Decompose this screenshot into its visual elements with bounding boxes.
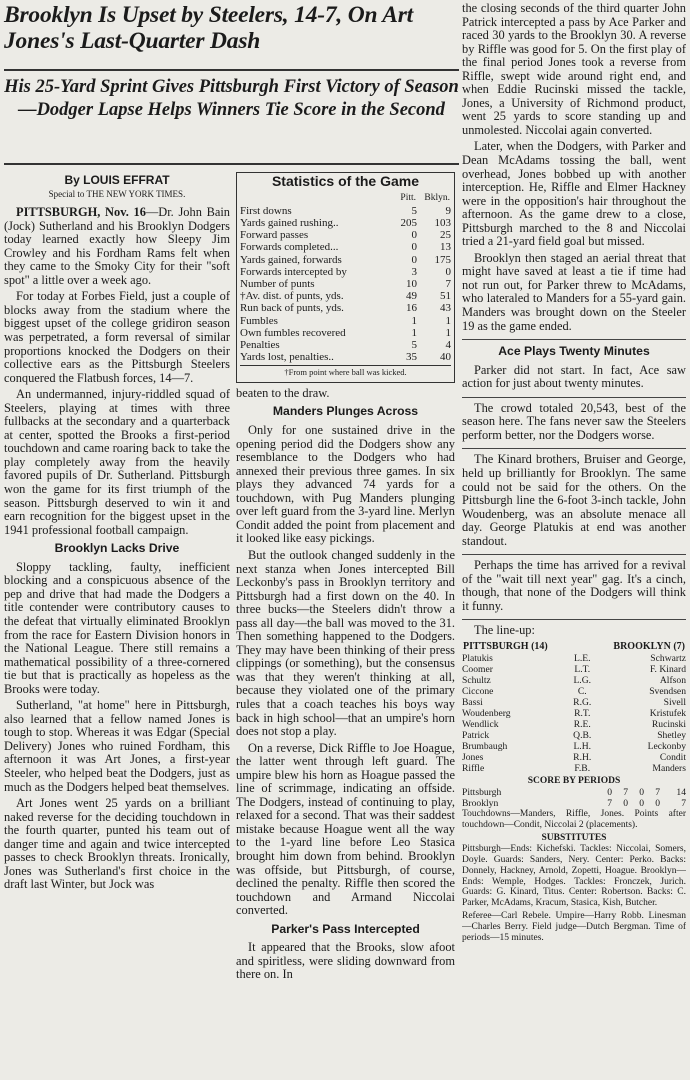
lineup-position: C. [577, 685, 587, 697]
lineup-position: F.B. [574, 762, 591, 774]
lineup-team-pittsburgh: PITTSBURGH (14) [463, 640, 548, 652]
paragraph: Perhaps the time has arrived for a revival of the "wait till next year" gag. It's a cinch, though, that none of the Dodgers will think it funny. [462, 558, 686, 613]
stats-bklyn-value: 1 [445, 326, 451, 339]
lineup-brooklyn-player: Schwartz [650, 652, 686, 664]
paragraph: Sutherland, "at home" here in Pittsburgh, also learned that a fellow named Jones is tough to stop. Whereas it was Edgar (Special Delivery) Jones who ruined Fordham, this afternoon it was Art Jones, a first-year Steeler, who helped beat the Dodgers, just as much as the Dodgers helped beat themselves. [4, 698, 230, 794]
stats-pitt-value: 0 [411, 241, 417, 254]
lineup-brooklyn-player: F. Kinard [649, 663, 686, 675]
score-title: SCORE BY PERIODS [527, 775, 621, 786]
lineup-brooklyn-player: Shetley [657, 729, 686, 741]
stats-pitt-value: 10 [406, 277, 417, 290]
separator [462, 397, 686, 398]
stats-pitt-value: 205 [400, 216, 417, 229]
stats-bklyn-value: 1 [445, 314, 451, 327]
paragraph: the closing seconds of the third quarter John Patrick intercepted a pass by Ace Parker and raced 30 yards to the Brooklyn 30. A reverse by Riffle was good for 5. On the first play of the final period Jones took a reverse from Riffle, swept wide around right end, and when Eddie Rucinski missed the tackle, Jones, a University of Richmond product, went 25 yards to score standing up and unmolested. Niccolai again converted. [462, 2, 686, 137]
stats-box [236, 172, 455, 383]
lineup-position: R.H. [573, 751, 592, 763]
column-1 [4, 172, 230, 1078]
stats-row [240, 205, 451, 217]
stats-row [240, 229, 451, 241]
lineup-position: L.H. [573, 740, 592, 752]
separator [462, 554, 686, 555]
stats-row [240, 339, 451, 351]
stats-row [240, 327, 451, 339]
deck: His 25-Yard Sprint Gives Pittsburgh First Victory of Season—Dodger Lapse Helps Winners Tie Score in the Second [4, 77, 459, 120]
separator [462, 339, 686, 340]
stats-title: Statistics of the Game [271, 173, 420, 189]
lineup-row [462, 763, 686, 774]
lineup-row [462, 741, 686, 752]
stats-pitt-value: 3 [411, 265, 417, 278]
separator [462, 619, 686, 620]
stats-bklyn-value: 9 [445, 204, 451, 217]
lineup-position: R.E. [573, 718, 591, 730]
score-period: 0 [623, 797, 628, 809]
lineup-brooklyn-player: Rucinski [651, 718, 686, 730]
score-period: 0 [639, 786, 644, 798]
lineup-row [462, 686, 686, 697]
subhead-manders: Manders Plunges Across [272, 404, 419, 419]
stats-bklyn-value: 51 [440, 290, 451, 303]
lineup-table [462, 640, 686, 774]
stats-col-bklyn: Bklyn. [424, 192, 450, 203]
score-period: 0 [639, 797, 644, 809]
lineup-team-brooklyn: BROOKLYN (7) [613, 640, 685, 652]
paragraph: beaten to the draw. [236, 385, 330, 400]
score-row [462, 798, 686, 809]
stats-row [240, 290, 451, 302]
lineup-row [462, 752, 686, 763]
stats-label: Yards gained, forwards [240, 253, 342, 266]
stats-label: First downs [240, 204, 292, 217]
stats-bklyn-value: 40 [440, 351, 451, 364]
stats-label: Forward passes [240, 229, 309, 242]
stats-pitt-value: 35 [406, 351, 417, 364]
stats-row [240, 315, 451, 327]
lineup-pittsburgh-player: Riffle [462, 762, 485, 774]
subhead-lacks-drive: Brooklyn Lacks Drive [54, 541, 180, 556]
lineup-pittsburgh-player: Wendlick [462, 718, 499, 730]
lineup-heading: The line-up: [474, 623, 535, 638]
stats-label: Penalties [240, 338, 280, 351]
stats-bklyn-value: 175 [434, 253, 451, 266]
score-total: 14 [676, 786, 686, 798]
paragraph: Brooklyn then staged an aerial threat that might have saved at least a tie if time had not run out, for Parker threw to McAdams, who lateraled to Manders for a 55-yard gain. Manders was brought down on the Steeler 19 as the game ended. [462, 250, 686, 333]
stats-pitt-value: 1 [411, 326, 417, 339]
lineup-pittsburgh-player: Jones [462, 751, 484, 763]
lineup-brooklyn-player: Alfson [659, 674, 686, 686]
paragraph: Only for one sustained drive in the opening period did the Dodgers show any resemblance to the Dodgers who had annexed their previous three games. In six plays they advanced 74 yards for a touchdown, with Pug Manders plunging over left guard from the 3-yard line. Merlyn Condit added the point from placement and it looked like easy pickings. [236, 423, 455, 546]
lineup-box [462, 624, 686, 943]
lineup-row [462, 730, 686, 741]
score-period: 7 [655, 786, 660, 798]
stats-bklyn-value: 13 [440, 241, 451, 254]
score-total: 7 [681, 797, 686, 809]
lineup-pittsburgh-player: Bassi [462, 696, 483, 708]
stats-pitt-value: 5 [411, 338, 417, 351]
score-period: 7 [623, 786, 628, 798]
subhead-parker-pass: Parker's Pass Intercepted [271, 921, 420, 936]
score-team: Brooklyn [462, 797, 499, 809]
lineup-brooklyn-player: Svendsen [649, 685, 686, 697]
paragraph: It appeared that the Brooks, slow afoot and spiritless, were sliding downward from there on. In [236, 940, 455, 982]
lineup-position: L.T. [574, 663, 591, 675]
stats-label: Fumbles [240, 314, 278, 327]
stats-label: Number of punts [240, 277, 315, 290]
score-period: 7 [607, 797, 612, 809]
lineup-pittsburgh-player: Brumbaugh [462, 740, 508, 752]
score-table [462, 787, 686, 809]
scoring-summary: Touchdowns—Manders, Riffle, Jones. Points after touchdown—Condit, Niccolai 2 (placements). [462, 808, 686, 830]
byline: By LOUIS EFFRAT [64, 173, 170, 187]
headline: Brooklyn Is Upset by Steelers, 14-7, On Art Jones's Last-Quarter Dash [4, 2, 413, 54]
lineup-position: R.G. [573, 696, 592, 708]
headline-rule [4, 69, 459, 71]
lead-paragraph: PITTSBURGH, Nov. 16—Dr. John Bain (Jock) Sutherland and his Brooklyn Dodgers today learned exactly how Sleepy Jim Crowley and his Fordham Rams felt when they came to the Smoky City for their "soft spot" a little over a week ago. [4, 205, 230, 287]
stats-pitt-value: 49 [406, 290, 417, 303]
stats-pitt-value: 0 [411, 229, 417, 242]
paragraph: Sloppy tackling, faulty, inefficient blocking and a conspicuous absence of the pep and drive that had made the Dodgers a title contender were contributory causes to the defeat that virtually eliminated Brooklyn from the race for Eastern Division honors in the National League. There still remains a mathematical possibility of a three-cornered tie but that is practically as hopeless as the Brooks were today. [4, 559, 230, 696]
column-3 [462, 2, 686, 1078]
score-period: 0 [607, 786, 612, 798]
officials: Referee—Carl Rebele. Umpire—Harry Robb. Linesman—Charles Berry. Field judge—Dutch Bergman. Time of periods—15 minutes. [462, 910, 686, 943]
lineup-row [462, 675, 686, 686]
lineup-pittsburgh-player: Coomer [462, 663, 493, 675]
stats-table [240, 191, 451, 364]
stats-label: Run back of punts, yds. [240, 302, 344, 315]
stats-row [240, 241, 451, 253]
stats-row [240, 266, 451, 278]
paragraph: Later, when the Dodgers, with Parker and Dean McAdams tossing the ball, went overhead, Jones bobbed up with another interception. He, Riffle and Elmer Hackney were in the opposition's hair throughout the afternoon. As the game drew to a close, Pittsburgh marched to the 8 and Niccolai tried a 21-yard field goal but missed. [462, 139, 686, 249]
dateline: PITTSBURGH, Nov. 16 [16, 205, 146, 220]
subhead-ace-plays: Ace Plays Twenty Minutes [498, 344, 650, 359]
stats-label: Forwards completed... [240, 241, 339, 254]
lineup-position: R.T. [574, 707, 591, 719]
stats-label: Forwards intercepted by [240, 265, 347, 278]
lineup-row [462, 653, 686, 664]
stats-label: Own fumbles recovered [240, 326, 346, 339]
lineup-pittsburgh-player: Platukis [462, 652, 493, 664]
stats-bklyn-value: 7 [445, 277, 451, 290]
paragraph: On a reverse, Dick Riffle to Joe Hoague, the latter went through left guard. The umpire blew his horn as Hoague passed the line of scrimmage, indicating an offside. The Dodgers, instead of continuing to play, relaxed for a second. That was their saddest mistake because Hoague went all the way to the 1-yard line before Leo Stasica brought him down from behind. Brooklyn was offside, but Pittsburgh, of course, declined the penalty. Riffle then scored the touchdown and Armand Niccolai converted. [236, 740, 455, 918]
lineup-row [462, 708, 686, 719]
special-credit: Special to THE NEW YORK TIMES. [48, 188, 186, 199]
lineup-pittsburgh-player: Patrick [462, 729, 490, 741]
stats-pitt-value: 0 [411, 253, 417, 266]
stats-bklyn-value: 25 [440, 229, 451, 242]
paragraph: An undermanned, injury-riddled squad of Steelers, playing at times with three fullbacks at the secondary and a quarterback at center, spotted the Brooks a first-period touchdown and came roaring back to take the play completely away from the heavily favored pupils of Dr. Sutherland. Pittsburgh won the game for its first triumph of the season. Pittsburgh deserved to win it and earn recognition for the biggest upset in the 1941 professional football campaign. [4, 387, 230, 537]
lineup-position: L.E. [573, 652, 591, 664]
separator [462, 448, 686, 449]
stats-row [240, 302, 451, 314]
subs-title: SUBSTITUTES [541, 833, 607, 844]
substitutes: Pittsburgh—Ends: Kichefski. Tackles: Niccolai, Somers, Doyle. Guards: Sanders, Nery. Center: Perko. Backs: Donnely, Hackney, Arnold, Zopetti, Hoague. Brooklyn—Ends: Wemple, Hodges. Tackles: Fronczek, Jurich. Guards: G. Kinard, Titus. Center: Robertson. Backs: C. Parker, McAdams, Kracum, Stasica, Kish, Butcher. [462, 844, 686, 909]
lineup-pittsburgh-player: Schultz [462, 674, 491, 686]
stats-col-pitt: Pitt. [400, 192, 416, 203]
stats-pitt-value: 5 [411, 204, 417, 217]
paragraph: Art Jones went 25 yards on a brilliant naked reverse for the deciding touchdown in the fourth quarter, punted his team out of danger time and again and twice intercepted passes to check Brooklyn threats. Ironically, Jones was Sutherland's first choice in the draft last Winter, but Jock was [4, 796, 230, 892]
score-team: Pittsburgh [462, 786, 502, 798]
lineup-position: L.G. [573, 674, 592, 686]
lineup-brooklyn-player: Condit [659, 751, 686, 763]
paragraph: Parker did not start. In fact, Ace saw action for just about twenty minutes. [462, 362, 686, 391]
stats-note: †From point where ball was kicked. [240, 365, 451, 380]
stats-bklyn-value: 43 [440, 302, 451, 315]
stats-row [240, 351, 451, 363]
paragraph: But the outlook changed suddenly in the next stanza when Jones intercepted Bill Leckonby's pass in Brooklyn territory and Pittsburgh had a first down on the 40. In three bucks—the Steelers didn't throw a pass all day—the ball was moved to the 31. Then something happened to the Dodgers. They may have been thinking of their press clippings (or something), but the consensus was that they weren't thinking at all, because they violated one of the primary rules that a coach teaches his boys way back in high school—that an umpire's horn does not stop a play. [236, 547, 455, 739]
stats-row [240, 217, 451, 229]
stats-label: Yards gained rushing.. [240, 216, 339, 229]
lineup-row [462, 697, 686, 708]
score-period: 0 [655, 797, 660, 809]
lineup-brooklyn-player: Leckonby [647, 740, 686, 752]
stats-pitt-value: 16 [406, 302, 417, 315]
lineup-pittsburgh-player: Woudenberg [462, 707, 511, 719]
stats-bklyn-value: 0 [445, 265, 451, 278]
stats-pitt-value: 1 [411, 314, 417, 327]
deck-rule [4, 163, 459, 165]
paragraph: For today at Forbes Field, just a couple of blocks away from the stadium where the biggest upset of the college gridiron season was perpetrated, a form reversal of similar proportions knocked the Dodgers on their collective ears as the Pittsburgh Steelers conquered the Flatbush forces, 14—7. [4, 289, 230, 385]
lineup-row [462, 719, 686, 730]
stats-row [240, 278, 451, 290]
lineup-brooklyn-player: Sivell [663, 696, 686, 708]
score-row [462, 787, 686, 798]
lineup-position: Q.B. [573, 729, 592, 741]
stats-bklyn-value: 4 [445, 338, 451, 351]
lineup-pittsburgh-player: Ciccone [462, 685, 494, 697]
lineup-row [462, 664, 686, 675]
stats-bklyn-value: 103 [434, 216, 451, 229]
lineup-brooklyn-player: Kristufek [649, 707, 686, 719]
column-2 [236, 172, 455, 1078]
stats-row [240, 254, 451, 266]
paragraph: The crowd totaled 20,543, best of the season here. The fans never saw the Steelers perform better, nor the Dodgers worse. [462, 400, 686, 442]
stats-label: Yards lost, penalties.. [240, 351, 334, 364]
paragraph: The Kinard brothers, Bruiser and George, held up brilliantly for Brooklyn. The same could not be said for the others. On the Pittsburgh line the 6-foot 3-inch tackle, John Woudenberg, was an absolute menace all day. George Platukis at end was another standout. [462, 452, 686, 548]
stats-label: †Av. dist. of punts, yds. [240, 290, 344, 303]
lineup-brooklyn-player: Manders [652, 762, 686, 774]
